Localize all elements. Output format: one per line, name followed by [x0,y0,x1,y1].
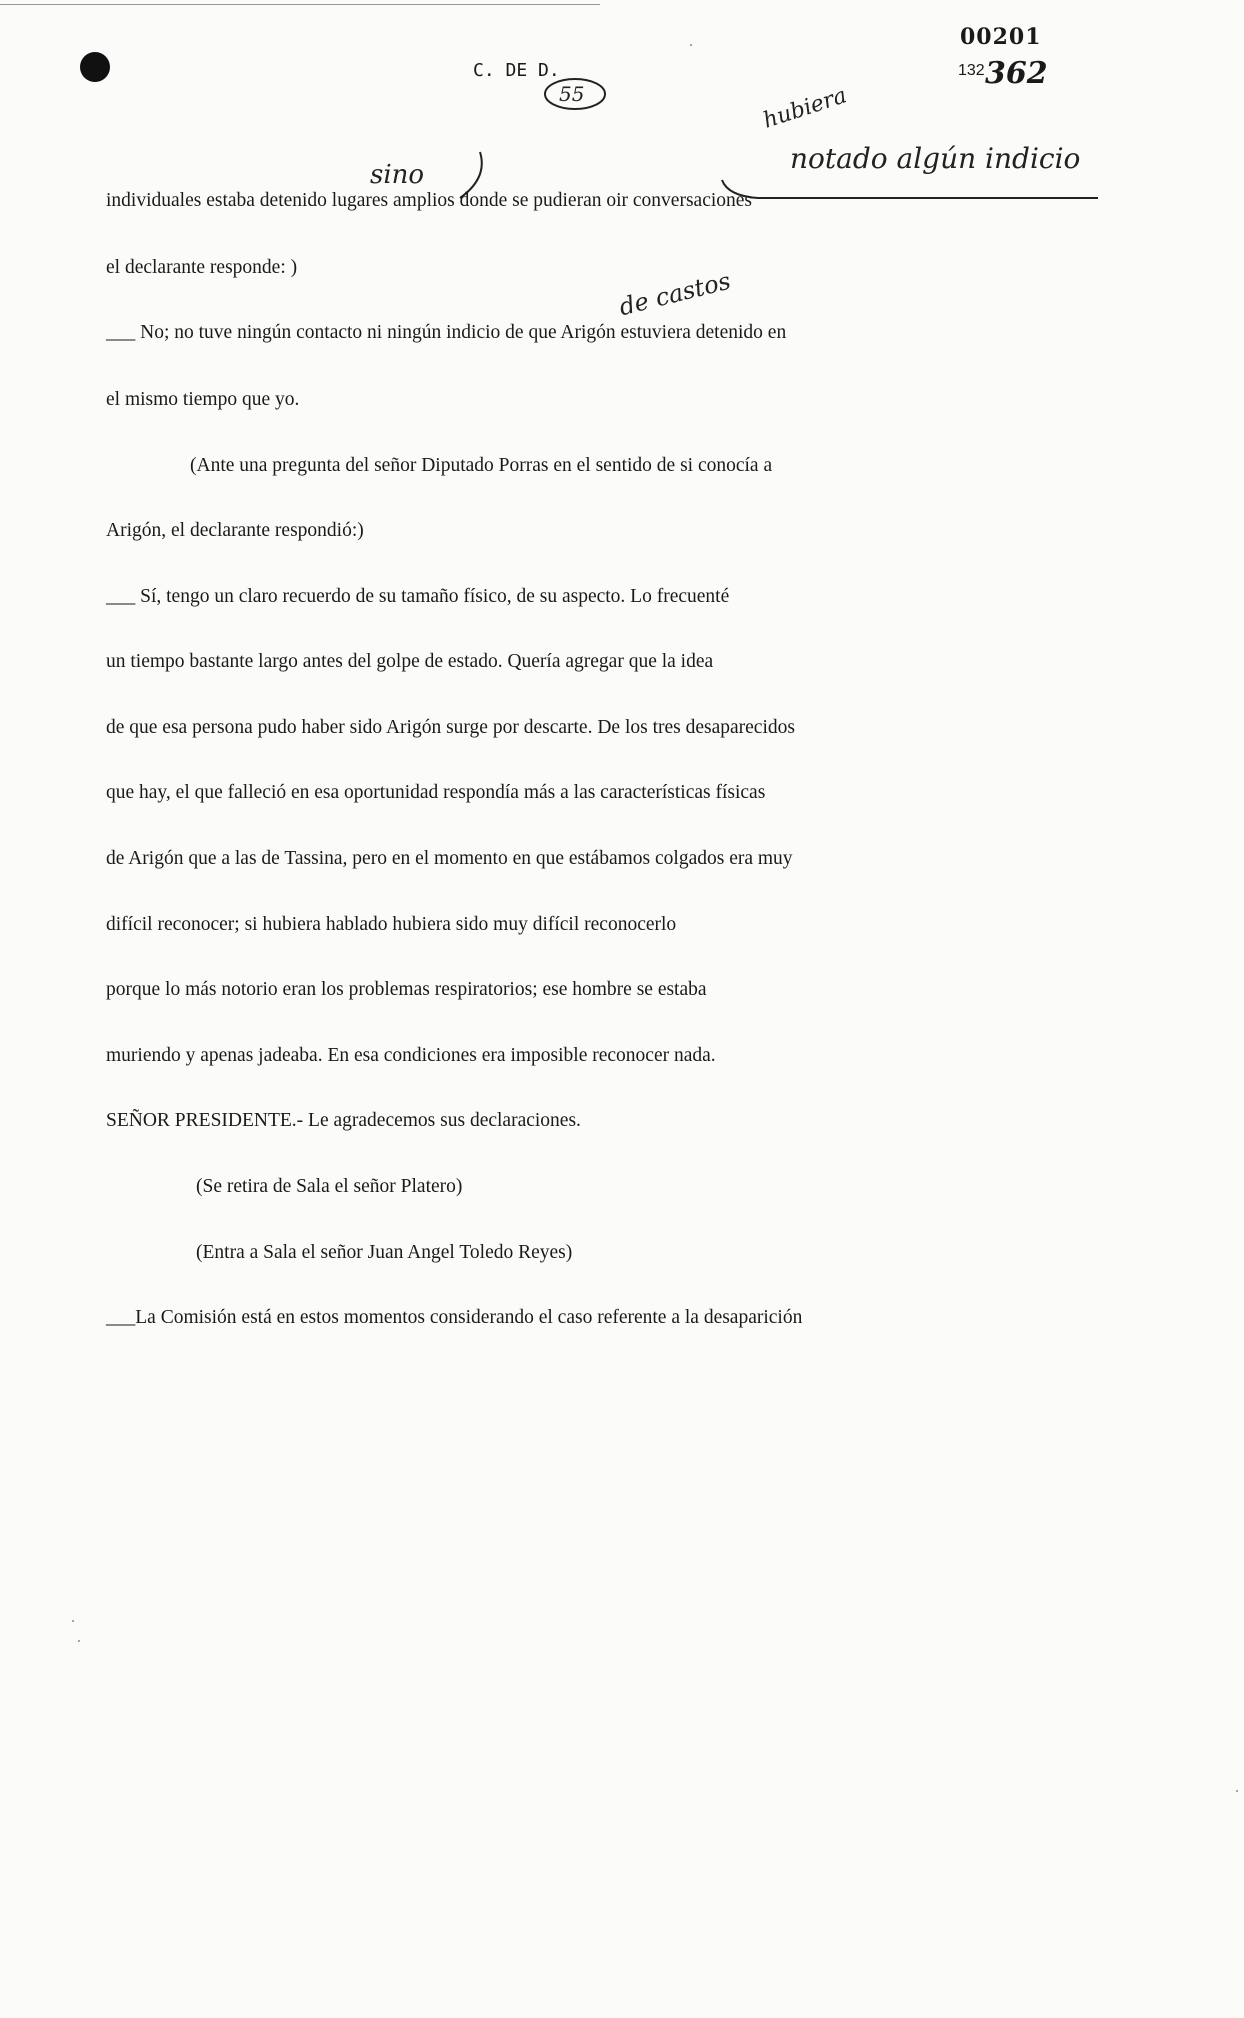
text-line-7: ___ Sí, tengo un claro recuerdo de su tamaño físico, de su aspecto. Lo frecuenté [106,586,730,607]
scan-speck [1236,1790,1238,1792]
page-number-handwritten: 362 [985,56,1048,91]
text-line-3: ___ No; no tuve ningún contacto ni ningún indicio de que Arigón estuviera detenido en [106,322,787,343]
header-left: C. DE D. [473,60,560,81]
text-line-4: el mismo tiempo que yo. [106,389,300,410]
page-number-typed: 132 [958,62,985,79]
text-line-13: porque lo más notorio eran los problemas respiratorios; ese hombre se estaba [106,979,707,1000]
handwritten-sino: sino [370,160,425,190]
text-line-6: Arigón, el declarante respondió:) [106,520,364,541]
text-line-16: (Se retira de Sala el señor Platero) [196,1176,463,1197]
handwritten-de-castos: de castos [616,266,734,322]
text-line-14: muriendo y apenas jadeaba. En esa condiciones era imposible reconocer nada. [106,1045,716,1066]
scan-speck [690,44,692,46]
text-line-17: (Entra a Sala el señor Juan Angel Toledo Reyes) [196,1242,573,1263]
handwritten-underline [718,176,1118,206]
archive-stamp: 00201 [960,24,1042,50]
text-line-15: SEÑOR PRESIDENTE.- Le agradecemos sus declaraciones. [106,1110,581,1131]
scan-speck [72,1620,74,1622]
text-line-11: de Arigón que a las de Tassina, pero en el momento en que estábamos colgados era muy [106,848,793,869]
top-rule [0,4,600,5]
handwritten-notado-algun-indicio: notado algún indicio [790,142,1081,175]
text-line-8: un tiempo bastante largo antes del golpe de estado. Quería agregar que la idea [106,651,714,672]
text-line-12: difícil reconocer; si hubiera hablado hubiera sido muy difícil reconocerlo [106,914,677,935]
punch-hole [80,52,110,82]
text-line-9: de que esa persona pudo haber sido Arigón surge por descarte. De los tres desaparecidos [106,717,795,738]
text-line-2: el declarante responde: ) [106,257,298,278]
text-line-5: (Ante una pregunta del señor Diputado Porras en el sentido de si conocía a [190,455,773,476]
scan-speck [78,1640,80,1642]
circled-number [542,74,612,114]
handwritten-hubiera: hubiera [760,83,850,134]
text-line-10: que hay, el que falleció en esa oportunidad respondía más a las características físicas [106,782,766,803]
text-line-1 [106,190,752,212]
text-line-18: ___La Comisión está en estos momentos considerando el caso referente a la desaparición [106,1307,803,1328]
circled-number-text: 55 [559,82,585,106]
text-line-1-content: individuales estaba detenido lugares amplios donde se pudieran oir conversaciones [106,190,753,211]
